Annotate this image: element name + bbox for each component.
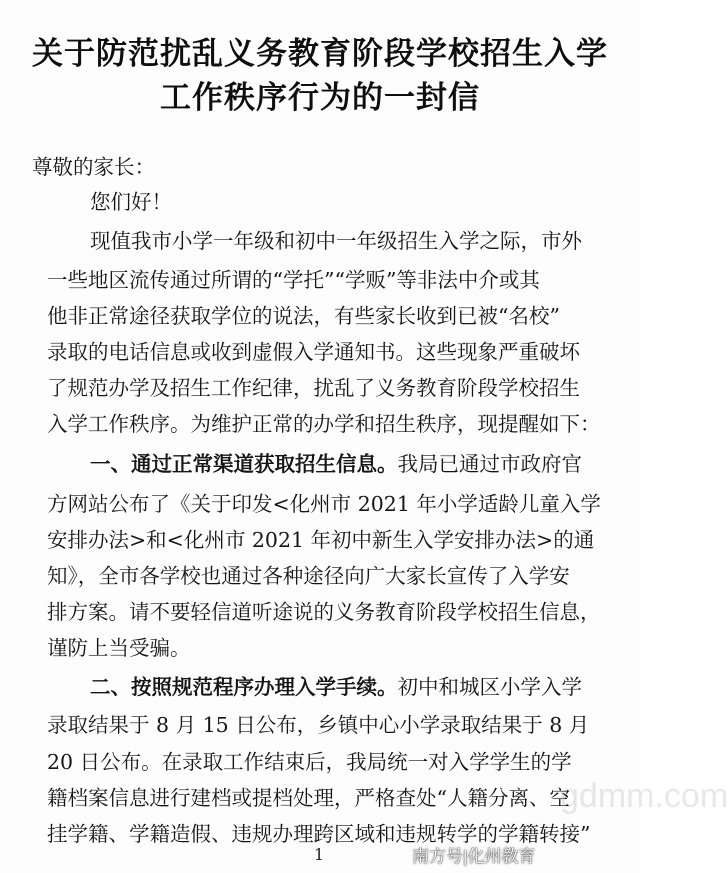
section-2-line-4: 籍档案信息进行建档或提档处理，严格查处“人籍分离、空 [47,786,570,810]
body-line-1: 现值我市小学一年级和初中一年级招生入学之际，市外 [90,229,582,253]
body-line-2: 一些地区流传通过所谓的“学托”“学贩”等非法中介或其 [47,268,540,292]
document-title-line-1: 关于防范扰乱义务教育阶段学校招生入学 [32,36,608,72]
section-2-line-2: 录取结果于 8 月 15 日公布，乡镇中心小学录取结果于 8 月 [47,713,590,737]
section-1-line-2: 方网站公布了《关于印发<化州市 2021 年小学适龄儿童入学 [47,492,601,516]
section-2-heading: 二、按照规范程序办理入学手续。 [90,675,398,699]
section-2-first-text: 初中和城区小学入学 [397,675,582,699]
body-line-3: 他非正常途径获取学位的说法，有些家长收到已被“名校” [47,304,560,328]
body-line-5: 了规范办学及招生工作纪律，扰乱了义务教育阶段学校招生 [47,376,580,400]
section-1-line-6: 谨防上当受骗。 [47,636,191,660]
section-1-line-3: 安排办法>和<化州市 2021 年初中新生入学安排办法>的通 [47,528,595,552]
body-line-6: 入学工作秩序。为维护正常的办学和招生秩序，现提醒如下： [47,412,601,436]
page-number: 1 [314,845,325,864]
greeting: 您们好！ [90,190,172,214]
section-1-line-4: 知》，全市各学校也通过各种途径向广大家长宣传了入学安 [47,564,570,588]
section-1-line-5: 排方案。请不要轻信道听途说的义务教育阶段学校招生信息， [47,600,601,624]
section-1-heading: 一、通过正常渠道获取招生信息。 [90,452,398,476]
section-2-line-5: 挂学籍、学籍造假、违规办理跨区域和违规转学的学籍转接” [47,822,591,846]
document-title-line-2: 工作秩序行为的一封信 [160,80,480,116]
section-1-first-line [90,450,650,478]
section-2-first-line [90,673,650,701]
source-watermark: 南方号|化州教育 [412,847,536,866]
section-2-line-3: 20 日公布。在录取工作结束后，我局统一对入学学生的学 [47,750,572,774]
section-1-first-text: 我局已通过市政府官 [397,452,582,476]
body-line-4: 录取的电话信息或收到虚假入学通知书。这些现象严重破坏 [47,340,580,364]
site-watermark: gdmm.com [560,777,728,815]
salutation: 尊敬的家长： [32,155,155,179]
